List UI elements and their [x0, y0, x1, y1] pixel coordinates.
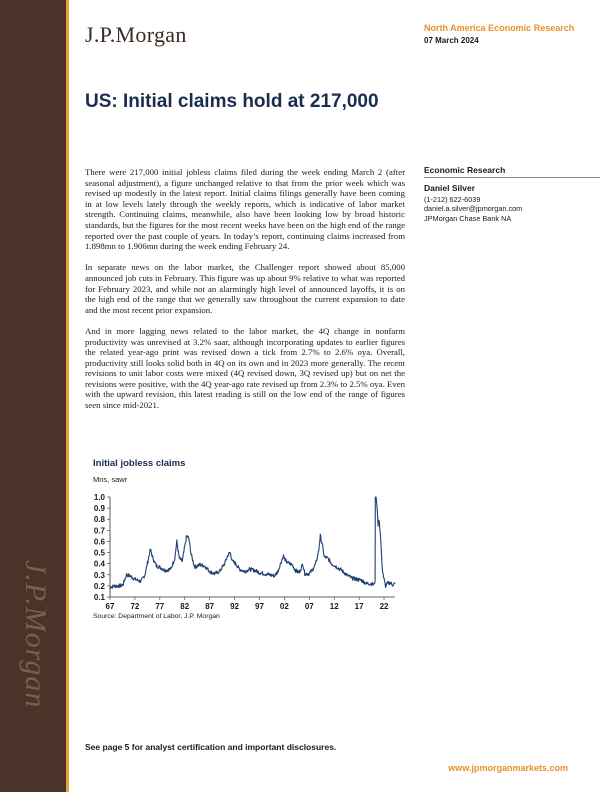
x-tick-label: 22	[379, 602, 389, 611]
chart-title: Initial jobless claims	[93, 458, 186, 469]
report-header	[424, 23, 600, 45]
y-tick-label: 0.8	[93, 515, 105, 525]
y-tick-label: 1.0	[93, 493, 105, 502]
analyst-section-heading: Economic Research	[424, 165, 600, 178]
analyst-phone: (1-212) 622-6039	[424, 195, 481, 204]
x-tick-label: 02	[279, 602, 289, 611]
y-tick-label: 0.7	[93, 526, 105, 536]
x-tick-label: 17	[354, 602, 364, 611]
x-tick-label: 77	[155, 602, 165, 611]
y-tick-label: 0.3	[93, 570, 105, 580]
paragraph: There were 217,000 initial jobless claims filed during the week ending March 2 (after seasonal adjustment), a figure unchanged relative to that from the prior week which was revised up modestly in the latest report. Initial claims filings generally have been coming in at low levels lately through the weekly reports, which is indicative of labor market strength. Continuing claims, meanwhile, also have been looking low by broad historic standards, but the figures for the most recent weeks have been on the high end of the range reported over the past couple of years. In today’s report, continuing claims increased from 1.898mn to 1.906mn during the week ending February 24.	[85, 167, 405, 252]
x-tick-label: 97	[255, 602, 264, 611]
series-line-initial-claims	[110, 497, 395, 588]
x-tick-label: 07	[304, 602, 314, 611]
sidebar-accent-stripe	[66, 0, 69, 792]
company-logo: J.P.Morgan	[85, 22, 187, 47]
paragraph: And in more lagging news related to the labor market, the 4Q change in nonfarm productivity was unrevised at 3.2% saar, although incorporating updates to earlier figures the related year-ago print was revised down a tick from 2.7% to 2.6% oya. Overall, productivity still looks solid both in 4Q on its own and in 2023 more generally. The recent revisions to unit labor costs were mixed (4Q revised down, 3Q revised up) but on net the revisions were positive, with the 4Q year-ago rate revised up from 2.3% to 2.5% oya. Even with the upward revision, this latest reading is still on the low end of the range of figures seen since mid-2021.	[85, 325, 405, 411]
chart-unit-label: Mns, sawr	[93, 475, 128, 484]
claims-line-chart	[85, 485, 405, 615]
x-tick-label: 87	[205, 602, 215, 611]
x-tick-label: 67	[105, 602, 115, 611]
analyst-name: Daniel Silver	[424, 183, 476, 193]
y-tick-label: 0.2	[93, 581, 105, 591]
analyst-panel	[424, 165, 600, 223]
x-tick-label: 92	[230, 602, 240, 611]
x-tick-label: 72	[130, 602, 140, 611]
x-tick-label: 12	[329, 602, 339, 611]
body-text	[85, 167, 405, 421]
footer-link[interactable]: www.jpmorganmarkets.com	[448, 763, 568, 773]
y-tick-label: 0.5	[93, 548, 105, 558]
sidebar-watermark-logo: J.P.Morgan	[19, 560, 52, 709]
disclosure-note: See page 5 for analyst certification and important disclosures.	[85, 742, 337, 752]
analyst-email[interactable]: daniel.a.silver@jpmorgan.com	[424, 204, 523, 214]
x-tick-label: 82	[180, 602, 190, 611]
y-tick-label: 0.9	[93, 504, 105, 514]
page-title: US: Initial claims hold at 217,000	[85, 91, 379, 112]
analyst-firm: JPMorgan Chase Bank NA	[424, 213, 512, 223]
report-date: 07 March 2024	[424, 36, 479, 45]
y-tick-label: 0.4	[93, 559, 105, 569]
chart-source: Source: Department of Labor, J.P. Morgan	[93, 613, 220, 620]
y-tick-label: 0.1	[93, 593, 105, 602]
report-type: North America Economic Research	[424, 23, 575, 33]
y-tick-label: 0.6	[93, 537, 105, 547]
paragraph: In separate news on the labor market, the Challenger report showed about 85,000 announced job cuts in February. This figure was up about 9% relative to what was reported for February 2023, and while not an alarmingly high level of announced layoffs, it is on the high end of the range that we generally saw throughout the current expansion to date and the most recent prior expansion.	[85, 262, 405, 315]
